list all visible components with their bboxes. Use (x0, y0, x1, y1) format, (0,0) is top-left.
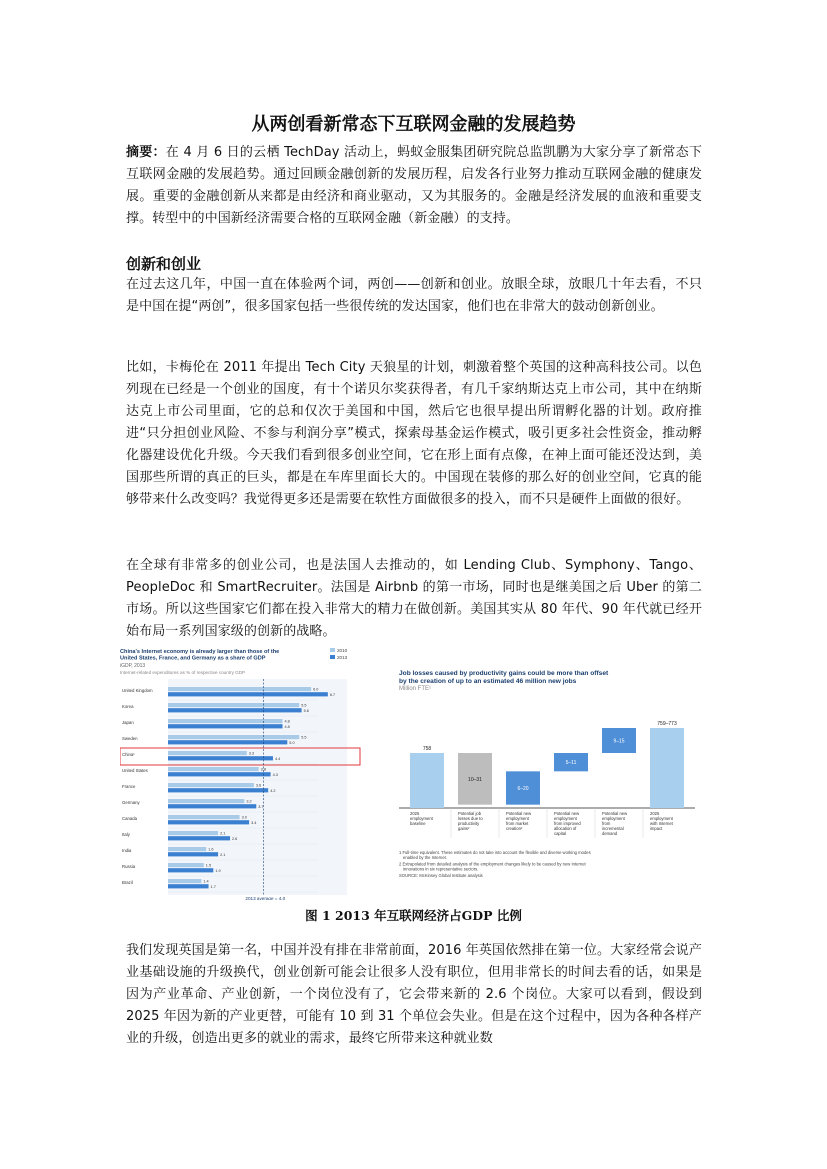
category-label: Germany (122, 800, 140, 805)
waterfall-category-line: allocation of (554, 826, 577, 831)
waterfall-category-line: impact (650, 826, 663, 831)
chart-left-legend (330, 648, 348, 660)
abstract-text: 在 4 月 6 日的云栖 TechDay 活动上，蚂蚁金服集团研究院总监凯鹏为大家分享了新常态下互联网金融的发展趋势。通过回顾金融创新的发展历程，启发各行业努力推动互联网金融的健康发展。重要的金融创新从来都是由经济和商业驱动，又为其服务的。金融是经济发展的血液和重要支撑。转型中的中国新经济需要合格的互联网金融（新金融）的支持。 (126, 145, 702, 226)
chart-left-title (120, 649, 279, 662)
legend-label-2010: 2010 (337, 648, 348, 653)
bar-value-label: 4.2 (270, 788, 276, 793)
bar-2010 (168, 783, 254, 787)
waterfall-bar (650, 728, 684, 808)
bar-2010 (168, 767, 259, 771)
footnote-line: innovations in six representative sectors. (403, 866, 479, 872)
bar-value-label: 3.6 (255, 783, 262, 788)
category-label: United States (122, 768, 148, 773)
bar-value-label: 3.3 (248, 751, 255, 756)
waterfall-category-line: employment (506, 816, 529, 821)
waterfall-category-line: demand (602, 831, 618, 836)
bar-2013 (168, 772, 271, 776)
bar-2013 (168, 788, 268, 792)
bar-value-label: 1.7 (210, 884, 216, 889)
abstract (126, 142, 702, 230)
bar-value-label: 4.8 (284, 719, 290, 724)
chart-right-footnote (399, 850, 591, 860)
bar-2013 (168, 724, 283, 728)
category-label: United Kingdom (122, 688, 153, 693)
page-title: 从两创看新常态下互联网金融的发展趋势 (251, 114, 576, 135)
legend-swatch-2013 (330, 655, 335, 659)
waterfall-category-line: employment (650, 816, 673, 821)
bar-2013 (168, 868, 213, 872)
waterfall-value-label: 10–31 (468, 776, 482, 783)
category-label: France (122, 784, 136, 789)
waterfall-category-label (650, 811, 674, 831)
bar-value-label: 5.0 (289, 740, 295, 745)
chart-left-average-label: 2013 average = 4.0 (245, 896, 286, 900)
waterfall-category-label (458, 811, 483, 831)
bar-value-label: 3.2 (246, 799, 252, 804)
waterfall-category-label (506, 811, 532, 831)
bar-value-label: 3.8 (260, 767, 266, 772)
bar-2010 (168, 751, 247, 755)
bar-value-label: 2.6 (232, 836, 238, 841)
bar-2010 (168, 831, 218, 835)
bar-2010 (168, 879, 201, 883)
waterfall-category-line: from (602, 821, 611, 826)
waterfall-category-line: incremental (602, 826, 624, 831)
waterfall-category-line: capital (554, 831, 567, 836)
chart-right-footnote (399, 873, 483, 878)
bar-2013 (168, 836, 230, 840)
category-label: Brazil (122, 880, 133, 885)
bar-value-label: 5.6 (303, 708, 309, 713)
bar-value-label: 1.6 (208, 847, 214, 852)
footnote-line: SOURCE: McKinsey Global Institute analysis (399, 873, 483, 878)
bar-value-label: 3.4 (251, 820, 257, 825)
category-label: Sweden (122, 736, 138, 741)
bar-value-label: 4.3 (272, 772, 278, 777)
waterfall-category-label (410, 811, 434, 826)
waterfall-category-line: with Internet (650, 821, 673, 826)
category-label: Italy (122, 832, 130, 837)
bar-2013 (168, 740, 287, 744)
waterfall-category-line: Potential new (506, 811, 532, 816)
category-label: Japan (122, 720, 134, 725)
category-label: India (122, 848, 132, 853)
chart-right-title-line: Job losses caused by productivity gains could be more than offset (399, 670, 609, 677)
waterfall-category-line: Potential new (554, 811, 580, 816)
legend-label-2013: 2013 (337, 655, 348, 660)
bar-value-label: 4.8 (284, 724, 290, 729)
bar-2013 (168, 708, 302, 712)
waterfall-category-line: from market (506, 821, 529, 826)
chart-right-subtitle: Million FTE¹ (399, 686, 432, 692)
waterfall-category-line: productivity (458, 821, 480, 826)
bar-2010 (168, 703, 299, 707)
waterfall-value-label: 6–20 (517, 786, 529, 792)
waterfall-category-line: from improved (554, 821, 581, 826)
bar-2010 (168, 719, 283, 723)
bar-2010 (168, 799, 244, 803)
bar-2013 (168, 804, 256, 808)
waterfall-value-label: 758 (422, 746, 432, 752)
bar-value-label: 6.0 (313, 687, 319, 692)
chart-left-title-line: China's Internet economy is already larger than those of the (120, 649, 280, 655)
bar-2010 (168, 735, 299, 739)
bar-value-label: 5.5 (301, 735, 307, 740)
bar-2010 (168, 815, 240, 819)
bar-value-label: 6.7 (329, 692, 336, 697)
waterfall-category-line: Potential job (458, 811, 482, 816)
bar-value-label: 2.1 (220, 852, 226, 857)
bar-2010 (168, 863, 204, 867)
bar-2010 (168, 847, 206, 851)
paragraph-1: 在过去这几年，中国一直在体验两个词，两创——创新和创业。放眼全球，放眼几十年去看，不只是中国在提“两创”，很多国家包括一些很传统的发达国家，他们也在非常大的鼓动创新创业。 (126, 277, 702, 314)
abstract-label: 摘要： (126, 145, 166, 160)
waterfall-category-line: employment (554, 816, 577, 821)
bar-value-label: 3.0 (241, 815, 247, 820)
waterfall-category-line: 2025 (410, 811, 420, 816)
internet-gdp-chart (120, 645, 370, 900)
chart-left-subtitle: iGDP, 2013 (120, 663, 146, 669)
bar-value-label: 3.7 (258, 804, 264, 809)
chart-left-ylabel: Internet-related expenditures as % of respective country GDP (120, 670, 246, 675)
footnote-line: 1 Full-time equivalent. These estimates do not take into account the flexible and diverse working modes (399, 850, 591, 855)
section-heading: 创新和创业 (126, 255, 202, 273)
bar-2013 (168, 852, 218, 856)
category-label: Russia (122, 864, 136, 869)
bar-2010 (168, 687, 311, 691)
paragraph-2: 比如，卡梅伦在 2011 年提出 Tech City 天狼星的计划，刺激着整个英国的这种高科技公司。以色列现在已经是一个创业的国度，有十个诺贝尔奖获得者，有几千家纳斯达克上市公司，其中在纳斯达克上市公司里面，它的总和仅次于美国和中国，然后它也很早提出所谓孵化器的计划。政府推进“只分担创业风险、不参与利润分享”模式，探索母基金运作模式，吸引更多社会性资金，推动孵化器建设优化升级。今天我们看到很多创业空间，它在形上面有点像，在神上面可能还没达到，美国那些所谓的真正的巨头，都是在车库里面长大的。中国现在装修的那么好的创业空间，它真的能够带来什么改变吗？我觉得更多还是需要在软性方面做很多的投入，而不只是硬件上面做的很好。 (126, 360, 702, 507)
waterfall-value-label: 5–11 (565, 760, 577, 767)
waterfall-category-line: gains² (458, 826, 470, 831)
bar-value-label: 5.5 (301, 703, 307, 708)
bar-2013 (168, 884, 209, 888)
category-label: Canada (122, 816, 138, 821)
bar-value-label: 4.4 (274, 756, 281, 761)
waterfall-category-line: baseline (410, 821, 426, 826)
bar-2013 (168, 820, 249, 824)
waterfall-bar (410, 753, 444, 808)
waterfall-category-line: losses due to (458, 816, 483, 821)
paragraph-4: 我们发现英国是第一名，中国并没有排在非常前面，2016 年英国依然排在第一位。大家经常会说产业基础设施的升级换代，创业创新可能会让很多人没有职位，但用非常长的时间去看的话，如果是因为产业革命、产业创新，一个岗位没有了，它会带来新的 2.6 个岗位。大家可以看到，假设到 2025 年因为新的产业更替，可能有 10 到 31 个单位会失业。但是在这个过程中，因为各种各样产业的升级，创造出更多的就业的需求，最终它所带来这种就业数 (126, 943, 702, 1046)
waterfall-value-label: 759–773 (657, 721, 677, 727)
category-label: Korea (122, 704, 134, 709)
waterfall-category-line: employment (602, 816, 625, 821)
waterfall-value-label: 9–15 (613, 738, 625, 745)
bar-value-label: 1.9 (215, 868, 221, 873)
footnote-line: 2 Extrapolated from detailed analysis of the employment changes likely to be caused by new Internet (399, 861, 586, 867)
chart-right-footnote (399, 862, 587, 872)
waterfall-category-label (554, 811, 581, 836)
figure-caption: 图 1 2013 年互联网经济占GDP 比例 (305, 908, 522, 923)
job-losses-chart (395, 668, 700, 888)
chart-left-title-line: United States, France, and Germany as a share of GDP (120, 655, 266, 662)
paragraph-3: 在全球有非常多的创业公司，也是法国人去推动的，如 Lending Club、Symphony、Tango、PeopleDoc 和 SmartRecruiter。法国是 Airbnb 的第一市场，同时也是继美国之后 Uber 的第二市场。所以这些国家它们都在投入非常大的精力在做创新。美国其实从 80 年代、90 年代就已经开始布局一系列国家级的创新的战略。 (126, 558, 702, 639)
waterfall-category-line: 2025 (650, 811, 660, 816)
chart-right-title-line: by the creation of up to an estimated 46 million new jobs (399, 678, 577, 685)
bar-value-label: 1.4 (203, 879, 209, 884)
footnote-line: enabled by the Internet. (403, 855, 448, 860)
waterfall-category-label (602, 811, 628, 836)
bar-value-label: 2.1 (220, 831, 226, 836)
bar-2013 (168, 692, 328, 696)
bar-value-label: 1.5 (205, 863, 212, 868)
legend-swatch-2010 (330, 648, 335, 652)
category-label: China¹ (122, 752, 135, 757)
waterfall-category-line: creation² (506, 826, 523, 831)
bar-2013 (168, 756, 273, 760)
waterfall-category-line: Potential new (602, 811, 628, 816)
waterfall-category-line: employment (410, 816, 433, 821)
